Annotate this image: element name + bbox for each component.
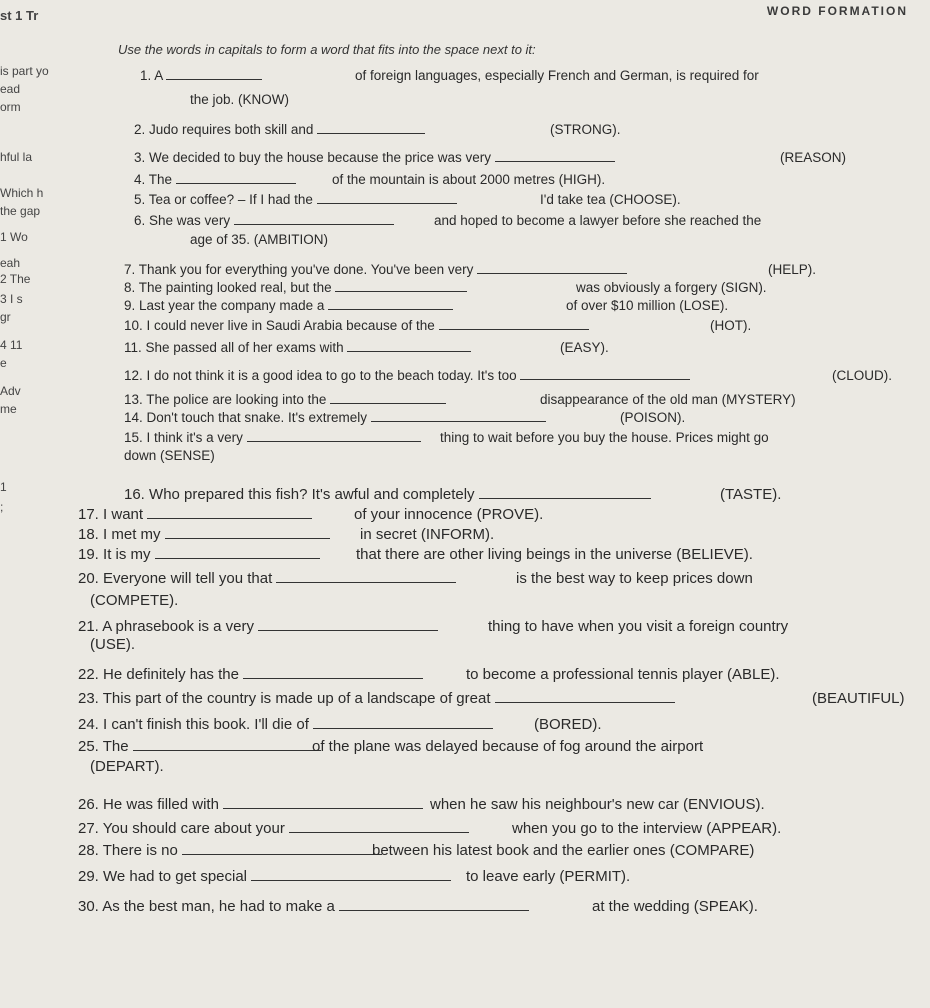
sentence-end: when you go to the interview (APPEAR). xyxy=(512,820,782,837)
answer-blank[interactable] xyxy=(347,350,471,352)
answer-blank[interactable] xyxy=(251,879,451,881)
exercise-line xyxy=(78,526,330,543)
answer-blank[interactable] xyxy=(477,272,627,274)
item-number: 29. xyxy=(78,868,99,885)
exercise-line xyxy=(124,392,446,407)
item-number: 20. xyxy=(78,570,99,587)
answer-blank[interactable] xyxy=(243,677,423,679)
item-number: 8. xyxy=(124,280,136,295)
item-number: 4. xyxy=(134,172,146,187)
item-number: 27. xyxy=(78,820,99,837)
answer-blank[interactable] xyxy=(495,160,615,162)
answer-blank[interactable] xyxy=(247,440,421,442)
sentence-end: of foreign languages, especially French and German, is required for xyxy=(355,68,759,83)
sentence-end: is the best way to keep prices down xyxy=(516,570,753,587)
exercise-line xyxy=(134,150,615,165)
exercise-line xyxy=(78,546,320,563)
item-number: 23. xyxy=(78,690,99,707)
exercise-line xyxy=(190,232,328,247)
sentence-end: that there are other living beings in the universe (BELIEVE). xyxy=(356,546,753,563)
item-number: 10. xyxy=(124,318,143,333)
item-number: 18. xyxy=(78,526,99,543)
item-number: 15. xyxy=(124,430,143,445)
exercise-line xyxy=(78,898,529,915)
margin-fragment: Adv xyxy=(0,384,21,398)
margin-fragment: orm xyxy=(0,100,21,114)
sentence-start: I met my xyxy=(103,526,161,543)
exercise-line xyxy=(134,213,394,228)
exercise-line xyxy=(140,68,262,83)
answer-blank[interactable] xyxy=(289,831,469,833)
answer-blank[interactable] xyxy=(313,727,493,729)
exercise-line xyxy=(78,796,423,813)
exercise-line xyxy=(78,618,438,635)
sentence-end: (POISON). xyxy=(620,410,686,425)
sentence-end: of over $10 million (LOSE). xyxy=(566,298,729,313)
sentence-start: I could never live in Saudi Arabia because of the xyxy=(146,318,435,333)
sentence-end: (BEAUTIFUL) xyxy=(812,690,905,707)
sentence-start: Tea or coffee? – If I had the xyxy=(148,192,313,207)
margin-fragment: e xyxy=(0,356,7,370)
exercise-line xyxy=(134,192,457,207)
sentence-start: As the best man, he had to make a xyxy=(102,898,335,915)
answer-blank[interactable] xyxy=(439,328,589,330)
sentence-end: (BORED). xyxy=(534,716,602,733)
item-number: 7. xyxy=(124,262,136,277)
sentence-start: Everyone will tell you that xyxy=(103,570,273,587)
exercise-line xyxy=(124,262,627,277)
item-number: 9. xyxy=(124,298,136,313)
exercise-line xyxy=(190,92,289,107)
answer-blank[interactable] xyxy=(176,182,296,184)
exercise-line xyxy=(90,758,164,775)
sentence-end: (STRONG). xyxy=(550,122,621,137)
margin-fragment: 2 The xyxy=(0,272,31,286)
answer-blank[interactable] xyxy=(371,420,546,422)
sentence-end: (CLOUD). xyxy=(832,368,892,383)
sentence-start: age of 35. (AMBITION) xyxy=(190,232,329,247)
answer-blank[interactable] xyxy=(328,308,453,310)
sentence-start: I want xyxy=(103,506,144,523)
sentence-end: between his latest book and the earlier ones (COMPARE) xyxy=(372,842,755,859)
exercise-line xyxy=(90,592,178,609)
margin-fragment: me xyxy=(0,402,17,416)
exercise-line xyxy=(124,448,215,463)
margin-fragment: gr xyxy=(0,310,11,324)
sentence-start: Last year the company made a xyxy=(139,298,325,313)
sentence-end: I'd take tea (CHOOSE). xyxy=(540,192,681,207)
margin-fragment: 3 I s xyxy=(0,292,23,306)
exercise-line xyxy=(134,122,425,137)
exercise-line xyxy=(78,842,382,859)
sentence-start: A phrasebook is a very xyxy=(102,618,254,635)
item-number: 19. xyxy=(78,546,99,563)
item-number: 17. xyxy=(78,506,99,523)
answer-blank[interactable] xyxy=(495,701,675,703)
margin-fragment: 1 Wo xyxy=(0,230,28,244)
sentence-end: when he saw his neighbour's new car (ENVIOUS). xyxy=(430,796,765,813)
sentence-start: I think it's a very xyxy=(146,430,243,445)
answer-blank[interactable] xyxy=(133,749,321,751)
answer-blank[interactable] xyxy=(147,517,312,519)
sentence-start: He was filled with xyxy=(103,796,219,813)
exercise-line xyxy=(124,430,421,445)
item-number: 5. xyxy=(134,192,146,207)
answer-blank[interactable] xyxy=(330,402,446,404)
answer-blank[interactable] xyxy=(182,853,382,855)
answer-blank[interactable] xyxy=(335,290,467,292)
answer-blank[interactable] xyxy=(155,557,320,559)
exercise-line xyxy=(78,716,493,733)
answer-blank[interactable] xyxy=(276,581,456,583)
sentence-start: This part of the country is made up of a landscape of great xyxy=(102,690,491,707)
margin-fragment: ead xyxy=(0,82,21,96)
left-header-fragment: st 1 Tr xyxy=(0,8,39,23)
sentence-end: thing to have when you visit a foreign country xyxy=(488,618,789,635)
item-number: 25. xyxy=(78,738,99,755)
item-number: 21. xyxy=(78,618,99,635)
sentence-start: Don't touch that snake. It's extremely xyxy=(146,410,368,425)
exercise-line xyxy=(78,738,321,755)
sentence-start: She was very xyxy=(149,213,231,228)
sentence-start: (COMPETE). xyxy=(90,592,179,609)
item-number: 6. xyxy=(134,213,146,228)
answer-blank[interactable] xyxy=(223,807,423,809)
sentence-end: at the wedding (SPEAK). xyxy=(592,898,758,915)
item-number: 26. xyxy=(78,796,99,813)
margin-fragment: hful la xyxy=(0,150,33,164)
sentence-end: was obviously a forgery (SIGN). xyxy=(576,280,767,295)
exercise-line xyxy=(124,298,453,313)
sentence-start: I do not think it is a good idea to go to the beach today. It's too xyxy=(146,368,517,383)
sentence-end: (EASY). xyxy=(560,340,609,355)
sentence-end: (REASON) xyxy=(780,150,847,165)
sentence-end: and hoped to become a lawyer before she reached the xyxy=(434,213,762,228)
margin-fragment: is part yo xyxy=(0,64,49,78)
sentence-start: He definitely has the xyxy=(103,666,239,683)
sentence-start: The painting looked real, but the xyxy=(138,280,332,295)
sentence-start: It is my xyxy=(103,546,151,563)
sentence-end: to become a professional tennis player (ABLE). xyxy=(466,666,780,683)
answer-blank[interactable] xyxy=(258,629,438,631)
sentence-end: to leave early (PERMIT). xyxy=(466,868,631,885)
exercise-line xyxy=(124,318,589,333)
answer-blank[interactable] xyxy=(479,497,651,499)
sentence-start: Judo requires both skill and xyxy=(149,122,314,137)
sentence-start: We decided to buy the house because the price was very xyxy=(149,150,491,165)
margin-fragment: ; xyxy=(0,500,4,514)
answer-blank[interactable] xyxy=(339,909,529,911)
exercise-line xyxy=(90,636,135,653)
sentence-start: Who prepared this fish? It's awful and completely xyxy=(149,486,475,503)
exercise-line xyxy=(78,690,675,707)
sentence-start: (DEPART). xyxy=(90,758,164,775)
sentence-start: A xyxy=(154,68,163,83)
sentence-start: There is no xyxy=(102,842,178,859)
sentence-start: She passed all of her exams with xyxy=(145,340,344,355)
item-number: 28. xyxy=(78,842,99,859)
sentence-start: The xyxy=(102,738,129,755)
item-number: 1. xyxy=(140,68,152,83)
sentence-start: Thank you for everything you've done. You've been very xyxy=(138,262,474,277)
exercise-line xyxy=(78,666,423,683)
margin-fragment: Which h xyxy=(0,186,44,200)
sentence-start: (USE). xyxy=(90,636,135,653)
answer-blank[interactable] xyxy=(520,378,690,380)
sentence-end: (HOT). xyxy=(710,318,752,333)
exercise-line xyxy=(78,820,469,837)
sentence-end: of the plane was delayed because of fog around the airport xyxy=(312,738,704,755)
margin-fragment: eah xyxy=(0,256,21,270)
item-number: 12. xyxy=(124,368,143,383)
margin-fragment: 4 11 xyxy=(0,338,23,352)
sentence-end: of the mountain is about 2000 metres (HIGH). xyxy=(332,172,606,187)
sentence-start: You should care about your xyxy=(102,820,285,837)
exercise-line xyxy=(124,486,651,503)
item-number: 24. xyxy=(78,716,99,733)
exercise-line xyxy=(78,868,451,885)
answer-blank[interactable] xyxy=(165,537,330,539)
item-number: 3. xyxy=(134,150,146,165)
sentence-end: of your innocence (PROVE). xyxy=(354,506,544,523)
item-number: 16. xyxy=(124,486,145,503)
sentence-end: (HELP). xyxy=(768,262,817,277)
exercise-line xyxy=(124,368,690,383)
item-number: 14. xyxy=(124,410,143,425)
exercise-line xyxy=(124,280,467,295)
exercise-line xyxy=(78,506,312,523)
sentence-start: I can't finish this book. I'll die of xyxy=(103,716,309,733)
exercise-line xyxy=(78,570,456,587)
item-number: 11. xyxy=(124,340,142,355)
item-number: 2. xyxy=(134,122,146,137)
sentence-end: in secret (INFORM). xyxy=(360,526,495,543)
item-number: 22. xyxy=(78,666,99,683)
answer-blank[interactable] xyxy=(317,132,425,134)
sentence-start: the job. (KNOW) xyxy=(190,92,290,107)
answer-blank[interactable] xyxy=(234,223,394,225)
exercise-line xyxy=(124,410,546,425)
sentence-end: disappearance of the old man (MYSTERY) xyxy=(540,392,796,407)
answer-blank[interactable] xyxy=(166,78,262,80)
worksheet-title: WORD FORMATION xyxy=(766,4,908,18)
sentence-start: The xyxy=(148,172,173,187)
sentence-end: thing to wait before you buy the house. Prices might go xyxy=(440,430,769,445)
sentence-end: (TASTE). xyxy=(720,486,782,503)
exercise-line xyxy=(124,340,471,355)
sentence-start: We had to get special xyxy=(103,868,248,885)
margin-fragment: 1 xyxy=(0,480,7,494)
item-number: 13. xyxy=(124,392,143,407)
answer-blank[interactable] xyxy=(317,202,457,204)
margin-fragment: the gap xyxy=(0,204,41,218)
sentence-start: The police are looking into the xyxy=(146,392,327,407)
item-number: 30. xyxy=(78,898,99,915)
exercise-line xyxy=(134,172,296,187)
instruction-text: Use the words in capitals to form a word that fits into the space next to it: xyxy=(118,42,536,57)
sentence-start: down (SENSE) xyxy=(124,448,215,463)
